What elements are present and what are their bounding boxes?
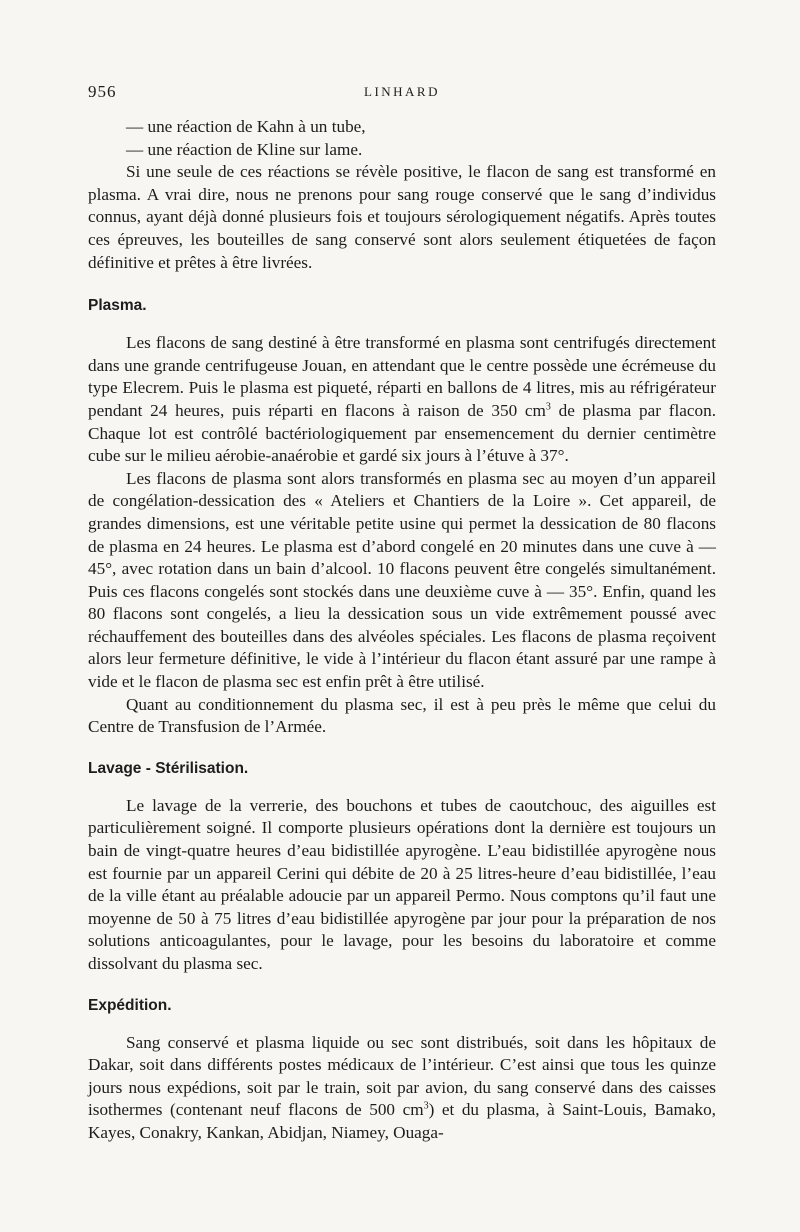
- page-number: 956: [88, 82, 117, 101]
- text-run: Les flacons de sang destiné à être transformé en plasma sont centrifugés directement dans une grande centrifugeuse Jouan, en attendant que le centre possède une écrémeuse du type Elecrem. Puis le plasma est piqueté, réparti en ballons de 4 litres, mis au réfrigérateur pendant 24 heures, puis réparti en flacons à raison de 350 cm: [88, 333, 716, 420]
- text-run: ) et du plasma, à Saint-Louis, Bamako, Kayes, Conakry, Kankan, Abidjan, Niamey, Ouaga-: [88, 1100, 716, 1142]
- section-heading-plasma: Plasma.: [88, 297, 147, 315]
- superscript: 3: [545, 401, 551, 413]
- section-heading-lavage: Lavage - Stérilisation.: [88, 759, 249, 777]
- paragraph: Les flacons de plasma sont alors transformés en plasma sec au moyen d’un appareil de congélation-dessication des « Ateliers et Chantiers de la Loire ». Cet appareil, de grandes dimensions, est une véritable petite usine qui permet la dessication de 80 flacons de plasma en 24 heures. Le plasma est d’abord congelé en 20 minutes dans une cuve à — 45°, avec rotation dans un bain d’alcool. 10 flacons peuvent être congelés simultanément. Puis ces flacons congelés sont stockés dans une deuxième cuve à — 35°. Enfin, quand les 80 flacons sont congelés, a lieu la dessication sous un vide extrêmement poussé avec réchauffement des bouteilles dans des alvéoles spéciales. Les flacons de plasma reçoivent alors leur fermeture définitive, le vide à l’intérieur du flacon étant assuré par une rampe à vide et le flacon de plasma sec est enfin prêt à être utilisé.: [88, 468, 716, 692]
- section-heading-expedition: Expédition.: [88, 996, 172, 1014]
- list-item: — une réaction de Kline sur lame.: [126, 139, 363, 159]
- superscript: 3: [423, 1100, 429, 1112]
- body-text: [88, 116, 716, 1145]
- paragraph: Le lavage de la verrerie, des bouchons et tubes de caoutchouc, des aiguilles est particulièrement soigné. Il comporte plusieurs opérations dont la dernière est toujours un bain de vingt-quatre heures d’eau bidistillée apyrogène. L’eau bidistillée apyrogène nous est fournie par un appareil Cerini qui débite de 20 à 25 litres-heure d’eau bidistillée, l’eau de la ville étant au préalable adoucie par un appareil Permo. Nous comptons qu’il faut une moyenne de 50 à 75 litres d’eau bidistillée apyrogène par jour pour la préparation de nos solutions anticoagulantes, pour le lavage, pour les besoins du laboratoire et comme dissolvant du plasma sec.: [88, 795, 716, 973]
- text-run: de plasma par flacon. Chaque lot est contrôlé bactériologiquement par ensemencement du dernier centimètre cube sur le milieu aérobie-anaérobie et gardé six jours à l’étuve à 37°.: [88, 400, 716, 466]
- paragraph: Quant au conditionnement du plasma sec, il est à peu près le même que celui du Centre de Transfusion de l’Armée.: [88, 694, 716, 737]
- paragraph: Si une seule de ces réactions se révèle positive, le flacon de sang est transformé en plasma. A vrai dire, nous ne prenons pour sang rouge conservé que le sang d’individus connus, ayant déjà donné plusieurs fois et toujours sérologiquement négatifs. Après toutes ces épreuves, les bouteilles de sang conservé sont alors seulement étiquetées de façon définitive et prêtes à être livrées.: [88, 162, 716, 272]
- paragraph: [88, 332, 716, 468]
- paragraph: [88, 1032, 716, 1145]
- text-run: Sang conservé et plasma liquide ou sec sont distribués, soit dans les hôpitaux de Dakar, soit dans différents postes médicaux de l’intérieur. C’est ainsi que tous les quinze jours nous expédions, soit par le train, soit par avion, du sang conservé dans des caisses isothermes (contenant neuf flacons de 500 cm: [88, 1032, 716, 1120]
- list-item: — une réaction de Kahn à un tube,: [126, 117, 366, 136]
- running-head: LINHARD: [364, 84, 440, 99]
- page-header: [88, 82, 716, 104]
